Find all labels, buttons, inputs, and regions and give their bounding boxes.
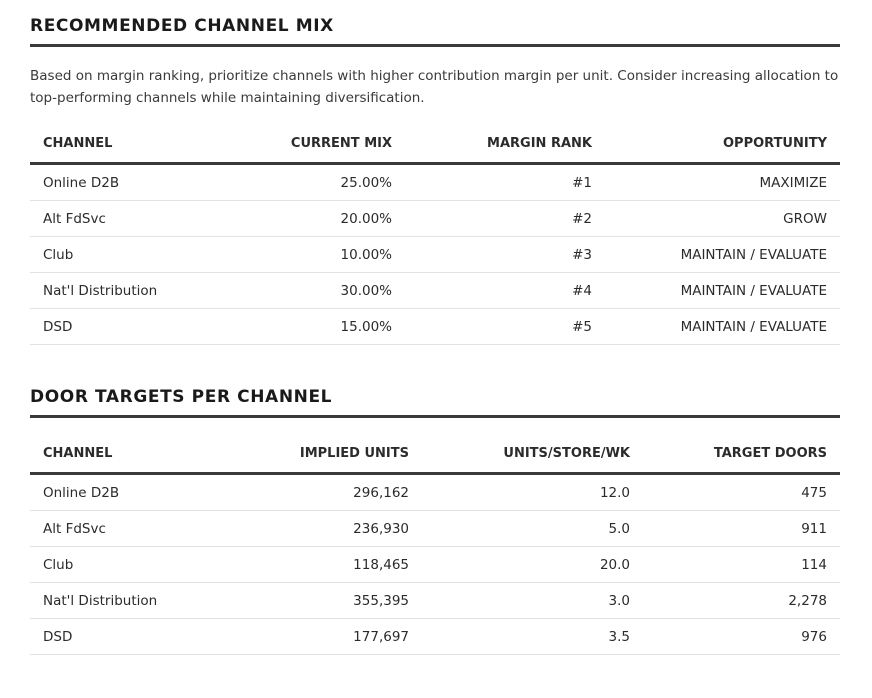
cell-channel: Club [30, 237, 225, 273]
cell-opportunity: MAINTAIN / EVALUATE [605, 309, 840, 345]
cell-units-per-store-week: 12.0 [422, 474, 643, 511]
cell-opportunity: MAXIMIZE [605, 164, 840, 201]
cell-target-doors: 114 [643, 547, 840, 583]
table-row [30, 619, 840, 655]
cell-current-mix: 15.00% [225, 309, 405, 345]
cell-channel: DSD [30, 309, 225, 345]
column-header-channel: CHANNEL [30, 124, 225, 164]
cell-opportunity: GROW [605, 201, 840, 237]
cell-target-doors: 475 [643, 474, 840, 511]
cell-units-per-store-week: 3.5 [422, 619, 643, 655]
table-header-row [30, 434, 840, 474]
cell-channel: Alt FdSvc [30, 201, 225, 237]
table-row [30, 583, 840, 619]
cell-channel: Nat'l Distribution [30, 273, 225, 309]
table-row [30, 237, 840, 273]
cell-margin-rank: #4 [405, 273, 605, 309]
channel-mix-title-divider [30, 44, 840, 47]
door-targets-title-divider [30, 415, 840, 418]
cell-implied-units: 296,162 [225, 474, 422, 511]
table-row [30, 547, 840, 583]
cell-channel: Club [30, 547, 225, 583]
table-row [30, 309, 840, 345]
cell-current-mix: 30.00% [225, 273, 405, 309]
cell-implied-units: 355,395 [225, 583, 422, 619]
cell-implied-units: 118,465 [225, 547, 422, 583]
cell-target-doors: 2,278 [643, 583, 840, 619]
cell-current-mix: 10.00% [225, 237, 405, 273]
column-header-implied-units: IMPLIED UNITS [225, 434, 422, 474]
cell-margin-rank: #2 [405, 201, 605, 237]
table-row [30, 164, 840, 201]
column-header-opportunity: OPPORTUNITY [605, 124, 840, 164]
table-header-row [30, 124, 840, 164]
column-header-units-per-store-week: UNITS/STORE/WK [422, 434, 643, 474]
cell-implied-units: 236,930 [225, 511, 422, 547]
door-targets-title: DOOR TARGETS PER CHANNEL [30, 387, 333, 407]
cell-units-per-store-week: 20.0 [422, 547, 643, 583]
cell-current-mix: 20.00% [225, 201, 405, 237]
cell-units-per-store-week: 3.0 [422, 583, 643, 619]
table-row [30, 474, 840, 511]
channel-mix-title: RECOMMENDED CHANNEL MIX [30, 16, 334, 36]
table-row [30, 273, 840, 309]
cell-channel: Alt FdSvc [30, 511, 225, 547]
cell-margin-rank: #1 [405, 164, 605, 201]
cell-margin-rank: #5 [405, 309, 605, 345]
cell-target-doors: 976 [643, 619, 840, 655]
column-header-current-mix: CURRENT MIX [225, 124, 405, 164]
cell-units-per-store-week: 5.0 [422, 511, 643, 547]
column-header-channel: CHANNEL [30, 434, 225, 474]
column-header-target-doors: TARGET DOORS [643, 434, 840, 474]
cell-target-doors: 911 [643, 511, 840, 547]
channel-mix-table [30, 124, 840, 345]
cell-channel: DSD [30, 619, 225, 655]
cell-implied-units: 177,697 [225, 619, 422, 655]
cell-opportunity: MAINTAIN / EVALUATE [605, 237, 840, 273]
cell-channel: Online D2B [30, 164, 225, 201]
column-header-margin-rank: MARGIN RANK [405, 124, 605, 164]
cell-opportunity: MAINTAIN / EVALUATE [605, 273, 840, 309]
table-row [30, 511, 840, 547]
cell-channel: Nat'l Distribution [30, 583, 225, 619]
cell-current-mix: 25.00% [225, 164, 405, 201]
table-row [30, 201, 840, 237]
cell-channel: Online D2B [30, 474, 225, 511]
cell-margin-rank: #3 [405, 237, 605, 273]
door-targets-table [30, 434, 840, 655]
channel-mix-description: Based on margin ranking, prioritize channels with higher contribution margin per unit. Consider increasing allocation to top-performing channels while maintaining diversification. [30, 68, 839, 106]
